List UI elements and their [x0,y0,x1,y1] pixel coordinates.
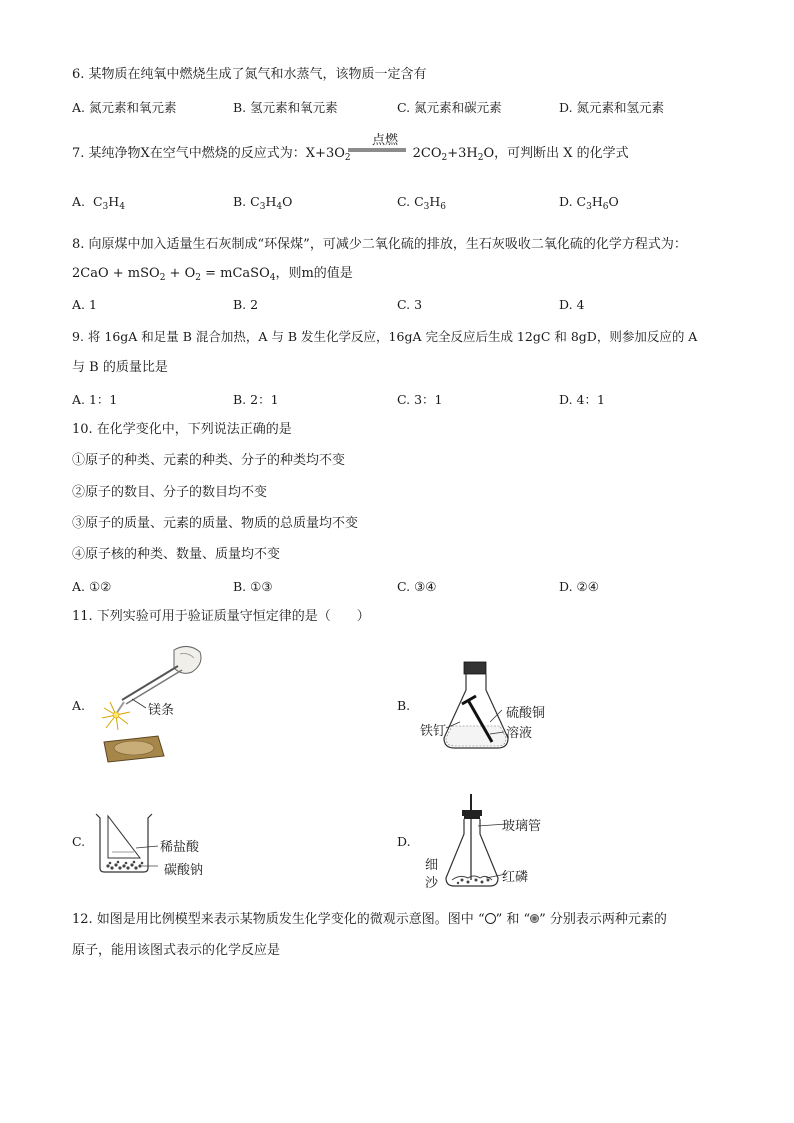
q7-option-d: D. $C_3H_6O$ [559,194,619,212]
q11-figure-d-sand-tag-line1: 细 [425,858,439,873]
q11-figure-a-magnesium-tag: 镁条 [148,703,175,718]
q9-option-b: B. 2：1 [233,392,279,407]
q8-stem: 8. 向原煤中加入适量生石灰制成“环保煤”，可减少二氧化硫的排放，生石灰吸收二氧化硫的化学方程式为： [72,237,687,252]
q10-option-c: C. ③④ [397,579,437,594]
q10-item-2: ②原子的数目、分子的数目均不变 [72,485,268,500]
q12-stem-line1: 12. 如图是用比例模型来表示某物质发生化学变化的微观示意图。图中 “ ” 和 “ ” 分别表示两种元素的 [72,912,667,927]
q6-option-d: D. 氮元素和氢元素 [559,100,665,115]
q10-option-d: D. ②④ [559,579,599,594]
q6-stem: 6. 某物质在纯氧中燃烧生成了氮气和水蒸气，该物质一定含有 [72,67,427,82]
q8-option-a: A. 1 [72,297,97,312]
q11-stem: 11. 下列实验可用于验证质量守恒定律的是（ ） [72,609,370,624]
q7-option-b: B. $C_3H_4O$ [233,194,293,212]
q11-figure-c-label: C. [72,834,86,849]
q11-figure-b-label: B. [397,698,411,713]
q11-figure-d-tube-tag: 玻璃管 [502,819,542,834]
q12-stem-line2: 原子，能用该图式表示的化学反应是 [72,943,281,958]
q6-option-c: C. 氮元素和碳元素 [397,100,502,115]
q10-stem: 10. 在化学变化中，下列说法正确的是 [72,422,292,437]
q9-stem-line2: 与 B 的质量比是 [72,360,168,375]
q11-figure-c-acid-tag: 稀盐酸 [160,840,200,855]
q11-figure-d [440,794,506,890]
q8-option-c: C. 3 [397,297,423,312]
q11-figure-c [92,812,158,874]
q11-figure-d-label: D. [397,834,411,849]
q11-figure-b-solution-tag-line2: 溶液 [506,726,533,741]
q11-figure-d-phosphorus-tag: 红磷 [502,870,529,885]
q11-figure-b-nail-tag: 铁钉 [420,724,447,739]
q8-option-d: D. 4 [559,297,585,312]
q11-figure-b [436,660,516,752]
q9-option-d: D. 4：1 [559,392,605,407]
q11-figure-c-carbonate-tag: 碳酸钠 [164,863,204,878]
hollow-circle-atom-icon [485,913,496,924]
q7-reaction-arrow [348,148,408,152]
q7-condition-label: 点燃 [372,133,399,148]
q7-stem: 7. 某纯净物X在空气中燃烧的反应式为：$X+3O_2$ $2CO_2+3H_2O$，可判断出 X 的化学式 [72,146,629,163]
q10-option-a: A. ①② [72,579,112,594]
q10-item-4: ④原子核的种类、数量、质量均不变 [72,547,281,562]
q11-figure-a-label: A. [72,698,86,713]
q6-option-a: A. 氮元素和氧元素 [72,100,177,115]
q10-item-1: ①原子的种类、元素的种类、分子的种类均不变 [72,453,346,468]
q8-equation: $2CaO + mSO_2 + O_2$ = mCaSO$_4$，则m的值是 [72,266,353,283]
q11-figure-d-sand-tag-line2: 沙 [425,876,439,891]
q9-option-c: C. 3：1 [397,392,443,407]
q6-option-b: B. 氢元素和氧元素 [233,100,338,115]
q9-option-a: A. 1：1 [72,392,118,407]
q10-item-3: ③原子的质量、元素的质量、物质的总质量均不变 [72,516,359,531]
q11-figure-b-solution-tag-line1: 硫酸铜 [506,706,546,721]
q10-option-b: B. ①③ [233,579,273,594]
q9-stem-line1: 9. 将 16gA 和足量 B 混合加热，A 与 B 发生化学反应，16gA 完全反应后生成 12gC 和 8gD，则参加反应的 A [72,329,698,344]
q7-option-c: C. $C_3H_6$ [397,194,447,212]
q7-option-a: A. $C_3H_4$ [72,194,125,212]
q8-option-b: B. 2 [233,297,259,312]
dotted-circle-atom-icon [530,914,539,923]
